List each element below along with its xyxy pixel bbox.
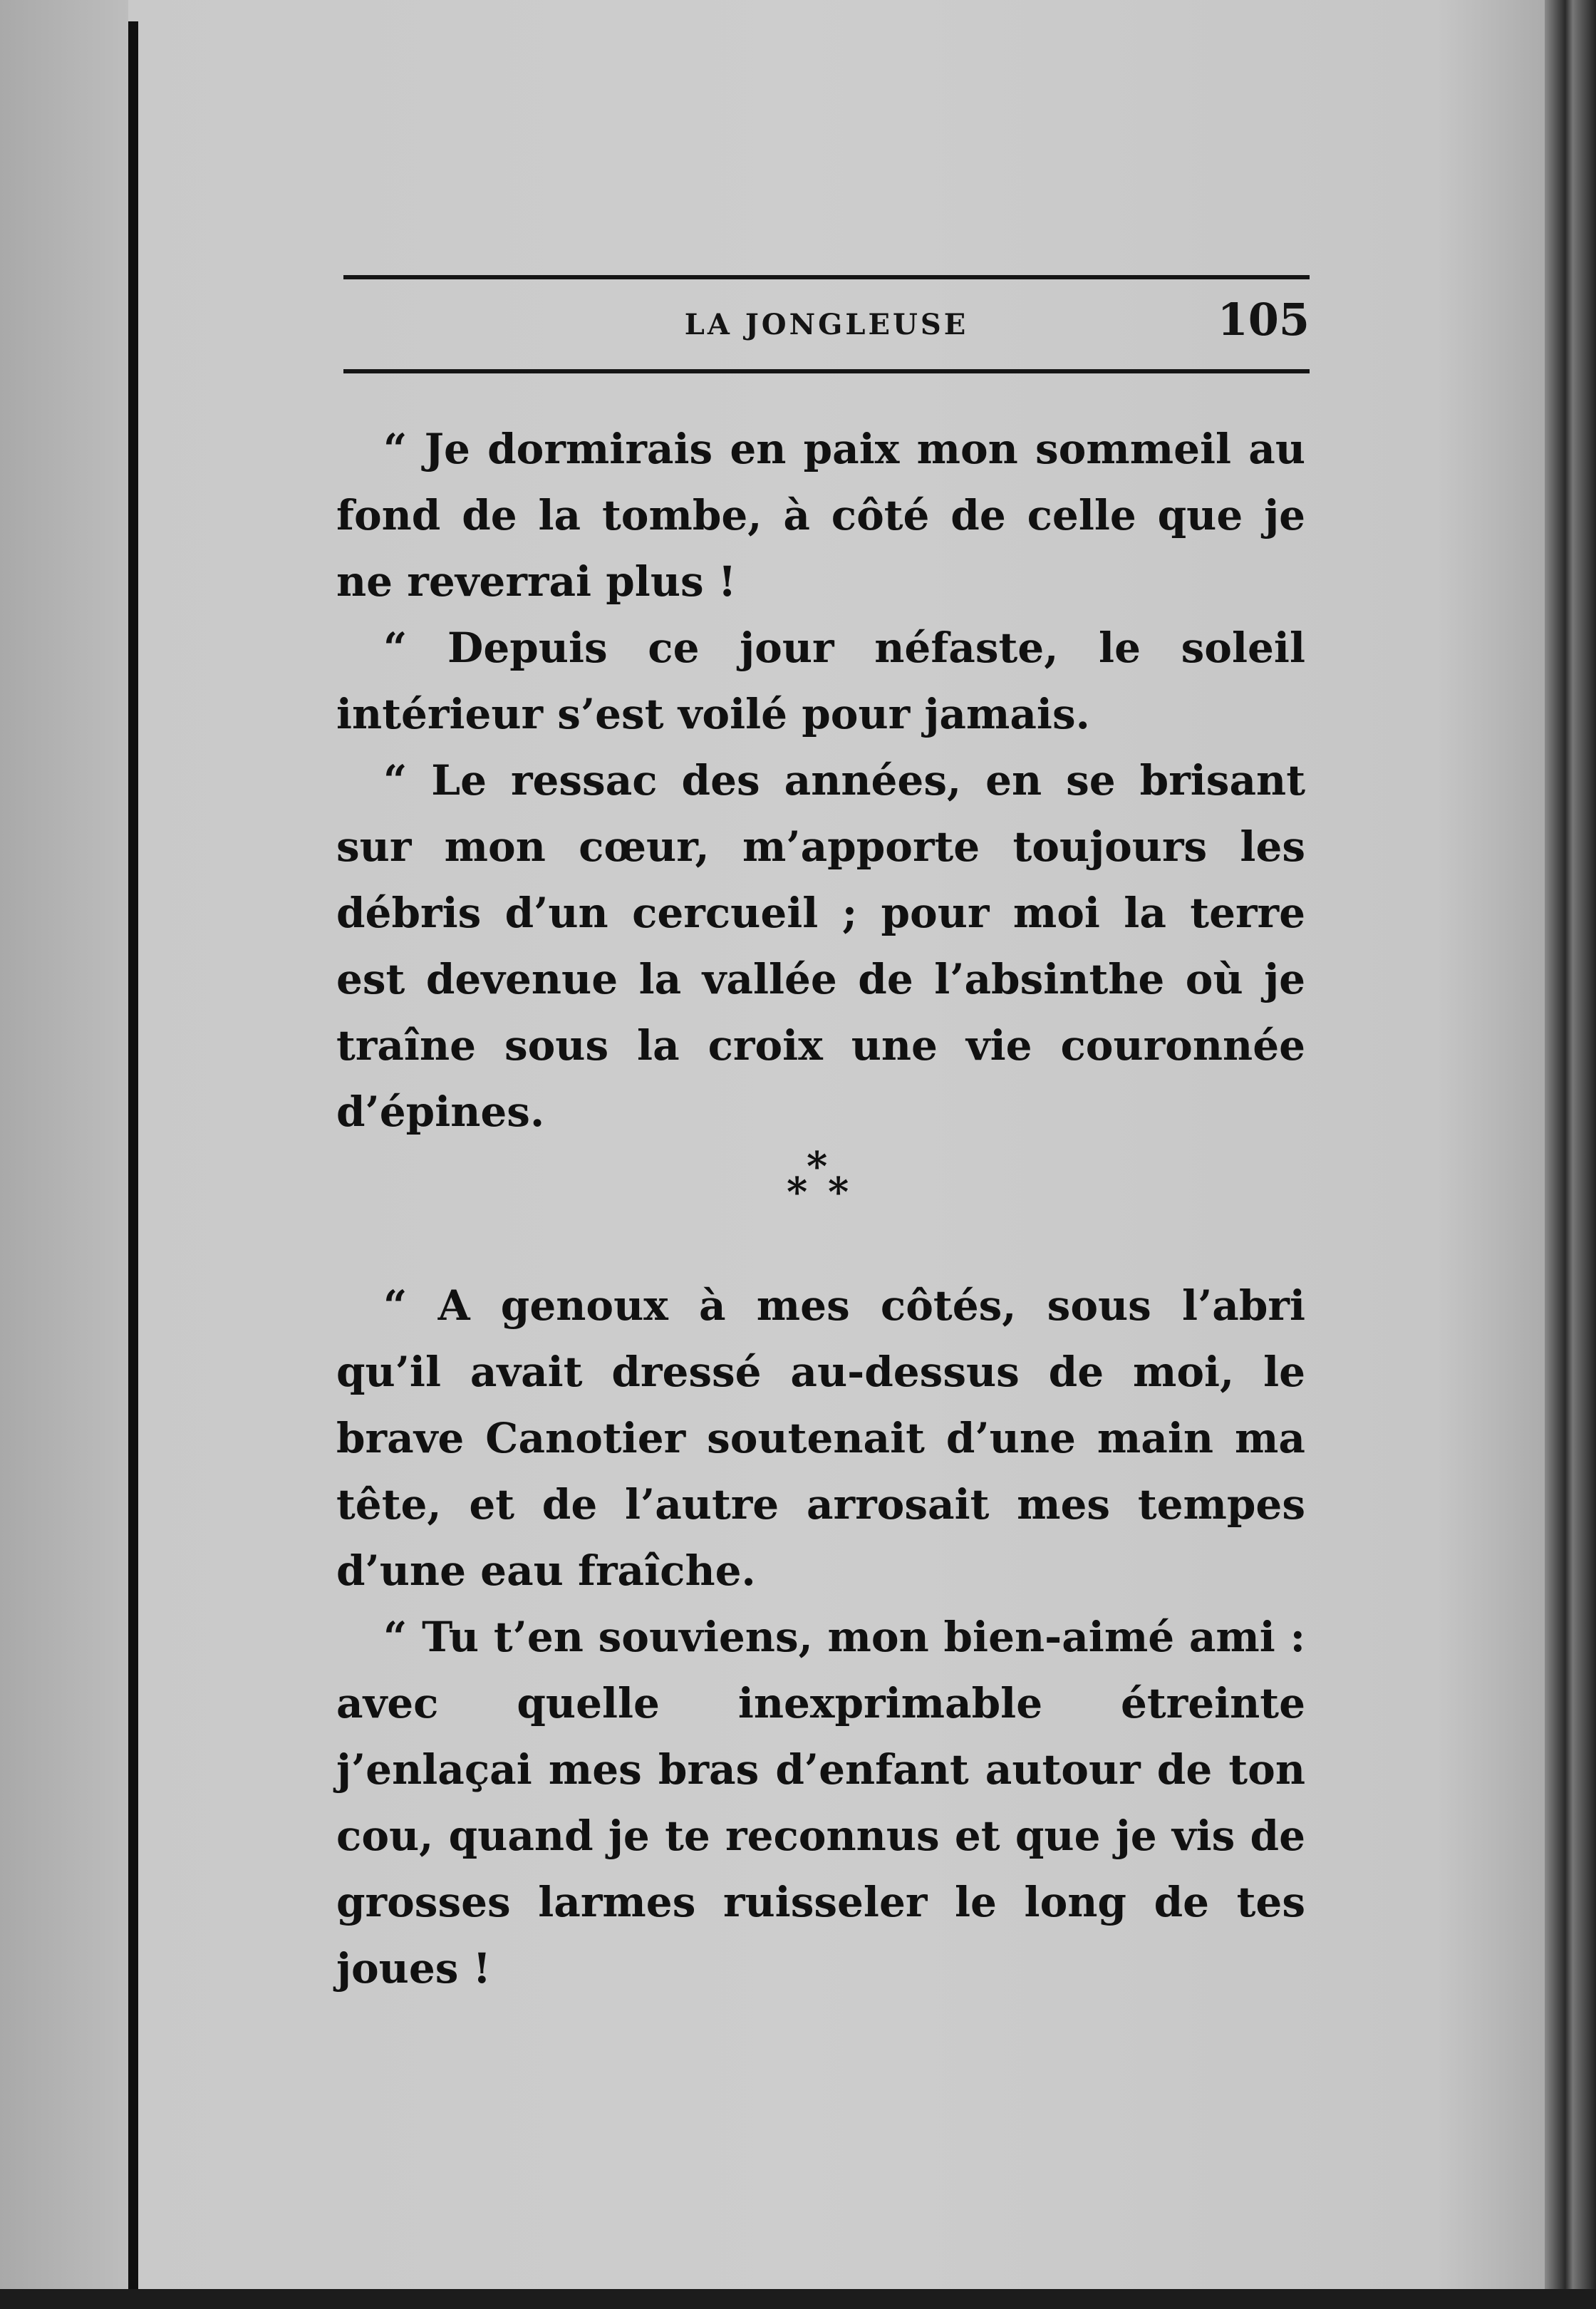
separator-star: * [787, 1169, 808, 1216]
paragraph: “ A genoux à mes côtés, sous l’abri qu’il avait dressé au-dessus de moi, le brave Canotier soutenait d’une main ma tête, et de l’autre arrosait mes tempes d’une eau fraîche. [336, 1281, 1305, 1595]
paragraph: “ Je dormirais en paix mon sommeil au fond de la tombe, à côté de celle que je ne reverrai plus ! [336, 425, 1305, 606]
asterism-separator [755, 1143, 898, 1229]
text-section-2 [336, 1273, 1305, 2002]
text-section-1 [336, 416, 1305, 1145]
page-number: 105 [1217, 294, 1310, 346]
paragraph: “ Depuis ce jour néfaste, le soleil intérieur s’est voilé pour jamais. [336, 624, 1305, 738]
header-rule-bottom [343, 369, 1310, 373]
paragraph: “ Tu t’en souviens, mon bien-aimé ami : avec quelle inexprimable étreinte j’enlaçai mes bras d’enfant autour de ton cou, quand je te reconnus et que je vis de grosses larmes ruisseler le long de tes joues ! [336, 1613, 1305, 1993]
page-edge-right [1545, 0, 1596, 2309]
separator-star: * [828, 1169, 849, 1216]
header-rule-top [343, 275, 1310, 279]
gutter-shade [0, 0, 128, 2309]
separator-star: * [807, 1143, 828, 1190]
running-header: LA JONGLEUSE [684, 308, 969, 341]
page-edge-bottom [0, 2289, 1596, 2309]
binding-edge [128, 21, 138, 2302]
paragraph: “ Le ressac des années, en se brisant sur mon cœur, m’apporte toujours les débris d’un cercueil ; pour moi la terre est devenue la vallée de l’absinthe où je traîne sous la croix une vie couronnée d’épines. [336, 756, 1305, 1136]
